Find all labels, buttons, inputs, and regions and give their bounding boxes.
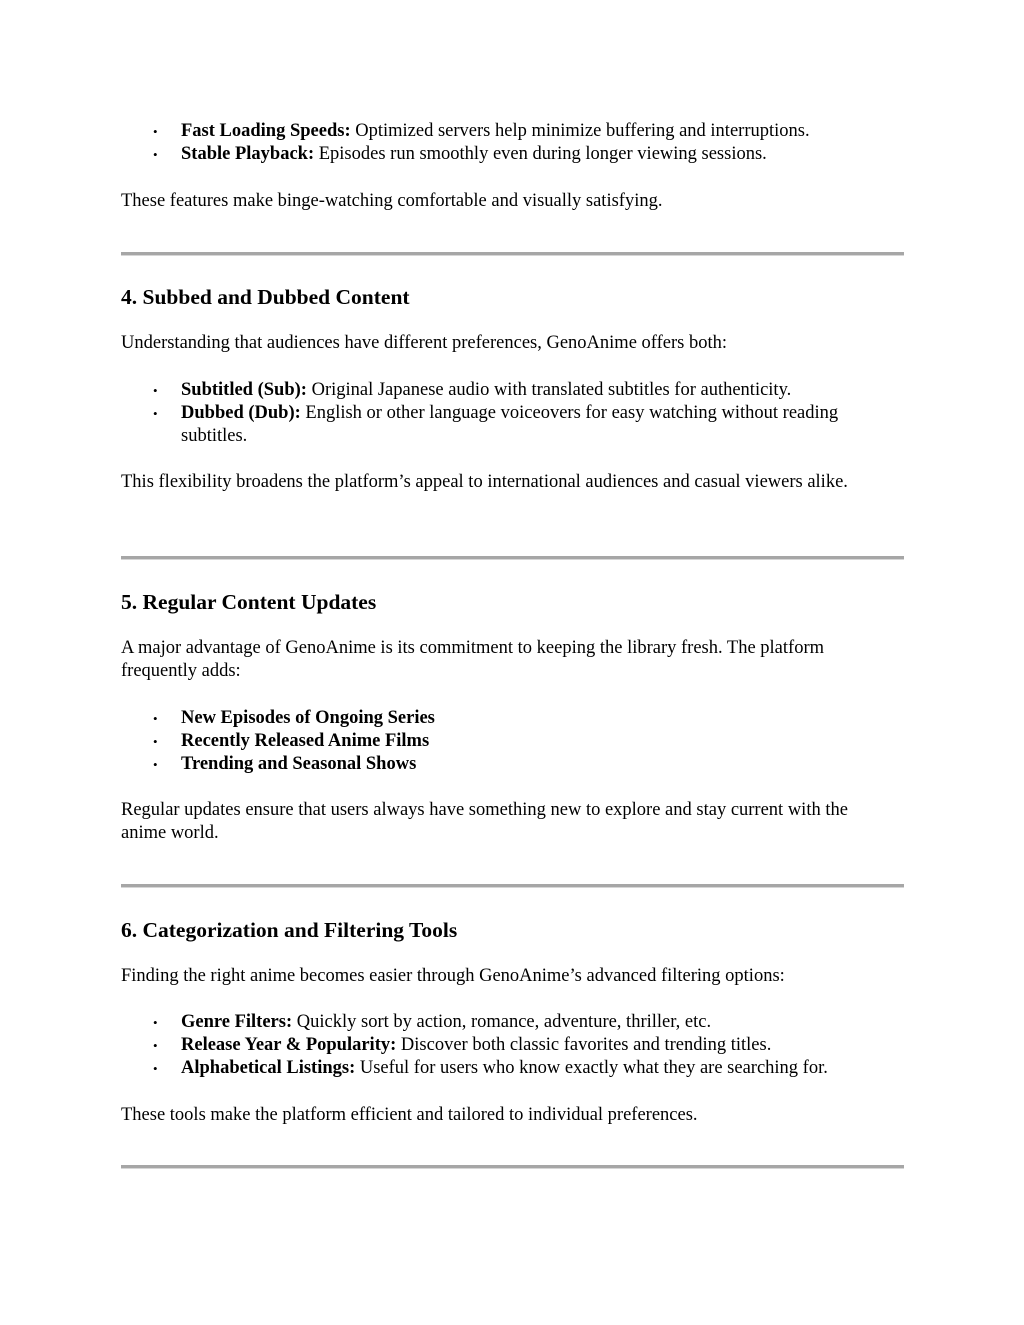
list-item bbox=[121, 753, 904, 776]
list-item bbox=[121, 1034, 904, 1057]
list-item-term: Trending and Seasonal Shows bbox=[181, 754, 417, 774]
horizontal-rule bbox=[121, 556, 904, 560]
section3-closing-paragraph: These features make binge-watching comfortable and visually satisfying. bbox=[121, 191, 663, 211]
section6-closing-paragraph: These tools make the platform efficient and tailored to individual preferences. bbox=[121, 1105, 698, 1125]
list-item-text: Useful for users who know exactly what they are searching for. bbox=[355, 1058, 828, 1078]
section4-closing-paragraph: This flexibility broadens the platform’s appeal to international audiences and casual viewers alike. bbox=[121, 472, 848, 492]
horizontal-rule bbox=[121, 252, 904, 256]
bullet-icon: • bbox=[153, 1061, 158, 1076]
horizontal-rule bbox=[121, 1165, 904, 1169]
section4-heading: 4. Subbed and Dubbed Content bbox=[121, 285, 410, 309]
section4-intro-paragraph: Understanding that audiences have different preferences, GenoAnime offers both: bbox=[121, 333, 727, 353]
list-item bbox=[121, 143, 904, 166]
list-item-term: Genre Filters: bbox=[181, 1012, 293, 1032]
list-item-text: Optimized servers help minimize buffering and interruptions. bbox=[350, 121, 810, 141]
section6-bullet-list bbox=[121, 1011, 904, 1080]
list-item bbox=[121, 120, 904, 143]
list-item-text: Quickly sort by action, romance, adventure, thriller, etc. bbox=[292, 1012, 712, 1032]
bullet-icon: • bbox=[153, 383, 158, 398]
list-item-term: Fast Loading Speeds: bbox=[181, 121, 351, 141]
section5-heading: 5. Regular Content Updates bbox=[121, 590, 377, 614]
bullet-icon: • bbox=[153, 711, 158, 726]
list-item bbox=[121, 730, 904, 753]
list-item bbox=[121, 1011, 904, 1034]
section6-intro-paragraph: Finding the right anime becomes easier through GenoAnime’s advanced filtering options: bbox=[121, 966, 785, 986]
bullet-icon: • bbox=[153, 124, 158, 139]
bullet-icon: • bbox=[153, 734, 158, 749]
list-item-text: Episodes run smoothly even during longer viewing sessions. bbox=[314, 144, 767, 164]
bullet-icon: • bbox=[153, 1015, 158, 1030]
list-item-text: Original Japanese audio with translated subtitles for authenticity. bbox=[306, 380, 792, 400]
horizontal-rule bbox=[121, 884, 904, 888]
list-item-term: Stable Playback: bbox=[181, 144, 315, 164]
bullet-icon: • bbox=[153, 757, 158, 772]
bullet-icon: • bbox=[153, 406, 158, 421]
bullet-icon: • bbox=[153, 1038, 158, 1053]
list-item-term: Dubbed (Dub): bbox=[181, 403, 301, 423]
list-item-term: Recently Released Anime Films bbox=[181, 731, 430, 751]
list-item-term: Subtitled (Sub): bbox=[181, 380, 307, 400]
list-item bbox=[121, 379, 904, 402]
list-item-text: Discover both classic favorites and trending titles. bbox=[396, 1035, 772, 1055]
section5-closing-paragraph: Regular updates ensure that users always have something new to explore and stay current with the anime world. bbox=[121, 800, 848, 843]
section5-intro-paragraph: A major advantage of GenoAnime is its commitment to keeping the library fresh. The platform frequently adds: bbox=[121, 638, 824, 681]
section5-bullet-list bbox=[121, 707, 904, 776]
list-item bbox=[121, 707, 904, 730]
list-item-term: Alphabetical Listings: bbox=[181, 1058, 356, 1078]
bullet-icon: • bbox=[153, 147, 158, 162]
list-item-term: Release Year & Popularity: bbox=[181, 1035, 397, 1055]
section6-heading: 6. Categorization and Filtering Tools bbox=[121, 918, 458, 942]
section4-bullet-list bbox=[121, 379, 904, 448]
list-item bbox=[121, 402, 904, 448]
list-item bbox=[121, 1057, 904, 1080]
section3-bullet-list bbox=[121, 120, 904, 166]
list-item-term: New Episodes of Ongoing Series bbox=[181, 708, 435, 728]
list-item-text: English or other language voiceovers for easy watching without reading subtitles. bbox=[181, 403, 839, 446]
